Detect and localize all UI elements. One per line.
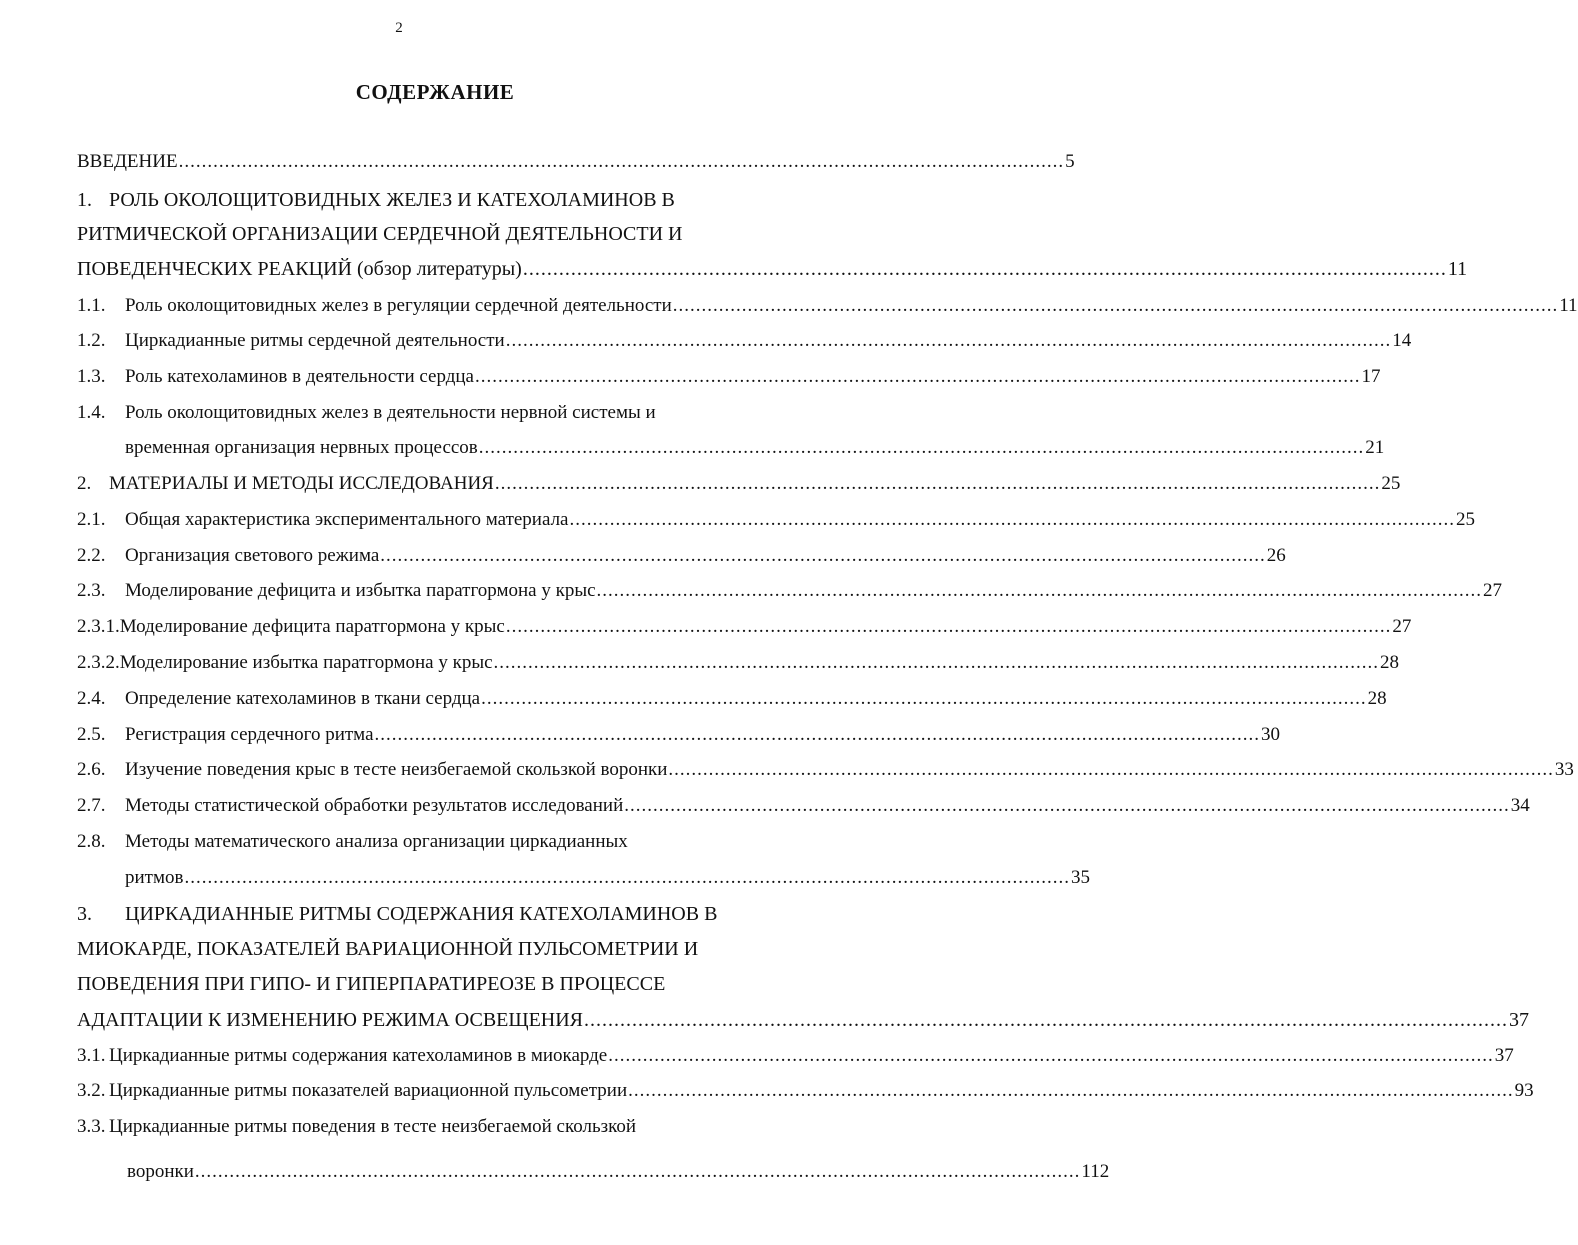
toc-entry-1-continuation[interactable] (77, 254, 1468, 284)
toc-leader-dots (672, 291, 1560, 321)
toc-entry-number: 1.4. (77, 402, 106, 423)
toc-entry-text: Методы математического анализа организации циркадианных (125, 831, 628, 852)
toc-entry-number: 3.1. (77, 1045, 106, 1066)
toc-entry-2-1[interactable] (77, 505, 1475, 535)
toc-entry-number: 3.3. (77, 1116, 106, 1137)
toc-entry-text: ПОВЕДЕНЧЕСКИХ РЕАКЦИЙ (обзор литературы) (77, 258, 522, 280)
toc-page-number: 11 (1447, 258, 1468, 280)
toc-entry-text: АДАПТАЦИИ К ИЗМЕНЕНИЮ РЕЖИМА ОСВЕЩЕНИЯ (77, 1009, 584, 1031)
toc-leader-dots (178, 147, 1066, 177)
toc-entry-number: 2.1. (77, 509, 106, 530)
toc-page-number: 5 (1065, 151, 1075, 172)
toc-page-number: 93 (1514, 1080, 1534, 1101)
toc-leader-dots (183, 863, 1071, 893)
toc-leader-dots (607, 1041, 1495, 1071)
toc-entry-3-3-continuation[interactable] (127, 1157, 1110, 1187)
toc-entry-3-2[interactable] (77, 1076, 1534, 1106)
toc-entry-2-4[interactable] (77, 684, 1387, 714)
toc-entry-text: Роль катехоламинов в деятельности сердца (125, 366, 474, 387)
toc-entry-3-continuation (77, 969, 729, 999)
toc-page-number: 26 (1266, 545, 1286, 566)
toc-leader-dots (623, 791, 1511, 821)
toc-entry-1-continuation (77, 219, 729, 249)
toc-entry-text: Циркадианные ритмы поведения в тесте неизбегаемой скользкой (109, 1116, 637, 1137)
toc-entry-2-3[interactable] (77, 576, 1503, 606)
toc-entry-text: Циркадианные ритмы содержания катехоламинов в миокарде (109, 1045, 608, 1066)
toc-page-number: 37 (1509, 1009, 1530, 1031)
toc-entry-text: Моделирование дефицита и избытка паратгормона у крыс (125, 580, 596, 601)
toc-page-number: 25 (1456, 509, 1475, 530)
toc-entry-1-4[interactable] (77, 398, 729, 428)
toc-leader-dots (667, 755, 1555, 785)
toc-entry-1-1[interactable] (77, 291, 1578, 321)
toc-entry-number: 2.3.1. (77, 616, 120, 637)
toc-leader-dots (627, 1076, 1515, 1106)
toc-entry-2[interactable] (77, 469, 1401, 499)
toc-entry-number: 1.3. (77, 366, 106, 387)
toc-entry-3[interactable] (77, 899, 729, 929)
toc-entry-text: Роль околощитовидных желез в регуляции сердечной деятельности (125, 295, 672, 316)
toc-entry-number: 3. (77, 903, 92, 925)
toc-entry-text: Моделирование избытка паратгормона у крыс (119, 652, 493, 673)
toc-leader-dots (569, 505, 1457, 535)
toc-entry-2-8-continuation[interactable] (125, 863, 1090, 893)
toc-leader-dots (480, 684, 1368, 714)
toc-page-number: 30 (1261, 724, 1281, 745)
toc-leader-dots (505, 612, 1393, 642)
toc-entry-number: 2.2. (77, 545, 106, 566)
toc-entry-text: Циркадианные ритмы показателей вариационной пульсометрии (109, 1080, 628, 1101)
toc-entry-text: воронки (127, 1161, 194, 1182)
toc-entry-2-3-1[interactable] (77, 612, 1412, 642)
toc-entry-text: РИТМИЧЕСКОЙ ОРГАНИЗАЦИИ СЕРДЕЧНОЙ ДЕЯТЕЛЬНОСТИ И (77, 223, 683, 245)
toc-page-number: 35 (1070, 867, 1090, 888)
toc-entry-text: Изучение поведения крыс в тесте неизбегаемой скользкой воронки (125, 759, 668, 780)
toc-entry-number: 2. (77, 473, 92, 494)
toc-leader-dots (494, 469, 1382, 499)
toc-entry-text: Методы статистической обработки результатов исследований (125, 795, 624, 816)
toc-entry-number: 3.2. (77, 1080, 106, 1101)
toc-leader-dots (478, 433, 1366, 463)
toc-page-number: 27 (1483, 580, 1503, 601)
toc-entry-number: 2.5. (77, 724, 106, 745)
toc-page-number: 21 (1365, 437, 1385, 458)
toc-entry-3-3[interactable] (77, 1112, 729, 1142)
toc-page-number: 33 (1554, 759, 1574, 780)
toc-page-number: 11 (1559, 295, 1578, 316)
toc-entry-1-4-continuation[interactable] (125, 433, 1385, 463)
toc-entry-2-7[interactable] (77, 791, 1530, 821)
toc-entry-text: РОЛЬ ОКОЛОЩИТОВИДНЫХ ЖЕЛЕЗ И КАТЕХОЛАМИНОВ В (109, 189, 675, 211)
toc-entry-3-continuation (77, 934, 729, 964)
toc-leader-dots (505, 326, 1393, 356)
toc-entry-number: 2.7. (77, 795, 106, 816)
toc-page-number: 25 (1381, 473, 1401, 494)
toc-entry-text: МИОКАРДЕ, ПОКАЗАТЕЛЕЙ ВАРИАЦИОННОЙ ПУЛЬСОМЕТРИИ И (77, 938, 699, 960)
toc-entry-number: 2.6. (77, 759, 106, 780)
toc-entry-text: Общая характеристика экспериментального материала (125, 509, 569, 530)
toc-entry-2-5[interactable] (77, 720, 1281, 750)
toc-entry-2-2[interactable] (77, 541, 1286, 571)
toc-entry-text: МАТЕРИАЛЫ И МЕТОДЫ ИССЛЕДОВАНИЯ (109, 473, 494, 494)
toc-entry-text: ПОВЕДЕНИЯ ПРИ ГИПО- И ГИПЕРПАРАТИРЕОЗЕ В ПРОЦЕССЕ (77, 973, 666, 995)
toc-page-number: 27 (1392, 616, 1412, 637)
page-number: 2 (395, 20, 403, 36)
toc-entry-1-3[interactable] (77, 362, 1381, 392)
toc-entry-text: Циркадианные ритмы сердечной деятельности (125, 330, 505, 351)
toc-page-number: 28 (1380, 652, 1400, 673)
toc-entry-1-2[interactable] (77, 326, 1412, 356)
toc-entry-1[interactable] (77, 185, 729, 215)
toc-page-number: 37 (1494, 1045, 1514, 1066)
toc-entry-number: 2.3.2. (77, 652, 120, 673)
toc-entry-text: Роль околощитовидных желез в деятельности нервной системы и (125, 402, 656, 423)
toc-page-number: 34 (1510, 795, 1530, 816)
toc-entry-text: ВВЕДЕНИЕ (77, 151, 178, 172)
toc-page-number: 14 (1392, 330, 1412, 351)
toc-entry-number: 2.3. (77, 580, 106, 601)
toc-entry-number: 2.4. (77, 688, 106, 709)
toc-leader-dots (194, 1157, 1082, 1187)
toc-entry-number: 1.2. (77, 330, 106, 351)
toc-entry-text: ритмов (125, 867, 184, 888)
toc-entry-number: 2.8. (77, 831, 106, 852)
toc-leader-dots (474, 362, 1362, 392)
toc-entry-2-3-2[interactable] (77, 648, 1400, 678)
toc-entry-text: ЦИРКАДИАННЫЕ РИТМЫ СОДЕРЖАНИЯ КАТЕХОЛАМИНОВ В (125, 903, 718, 925)
toc-leader-dots (493, 648, 1381, 678)
toc-entry-number: 1. (77, 189, 92, 211)
toc-leader-dots (374, 720, 1262, 750)
toc-page-number: 17 (1361, 366, 1381, 387)
toc-entry-text: Определение катехоламинов в ткани сердца (125, 688, 481, 709)
toc-entry-text: Моделирование дефицита паратгормона у крыс (119, 616, 505, 637)
toc-entry-3-1[interactable] (77, 1041, 1514, 1071)
toc-entry-introduction[interactable] (77, 147, 1075, 177)
toc-leader-dots (379, 541, 1267, 571)
toc-page-number: 28 (1367, 688, 1387, 709)
toc-entry-2-6[interactable] (77, 755, 1574, 785)
toc-entry-text: Организация светового режима (125, 545, 380, 566)
toc-entry-2-8[interactable] (77, 827, 729, 857)
toc-leader-dots (522, 254, 1448, 284)
toc-entry-text: временная организация нервных процессов (125, 437, 478, 458)
toc-page-number: 112 (1081, 1161, 1110, 1182)
toc-entry-3-continuation[interactable] (77, 1005, 1530, 1035)
toc-leader-dots (583, 1005, 1509, 1035)
toc-entry-text: Регистрация сердечного ритма (125, 724, 374, 745)
page-title: СОДЕРЖАНИЕ (355, 80, 515, 104)
toc-leader-dots (596, 576, 1484, 606)
toc-entry-number: 1.1. (77, 295, 106, 316)
